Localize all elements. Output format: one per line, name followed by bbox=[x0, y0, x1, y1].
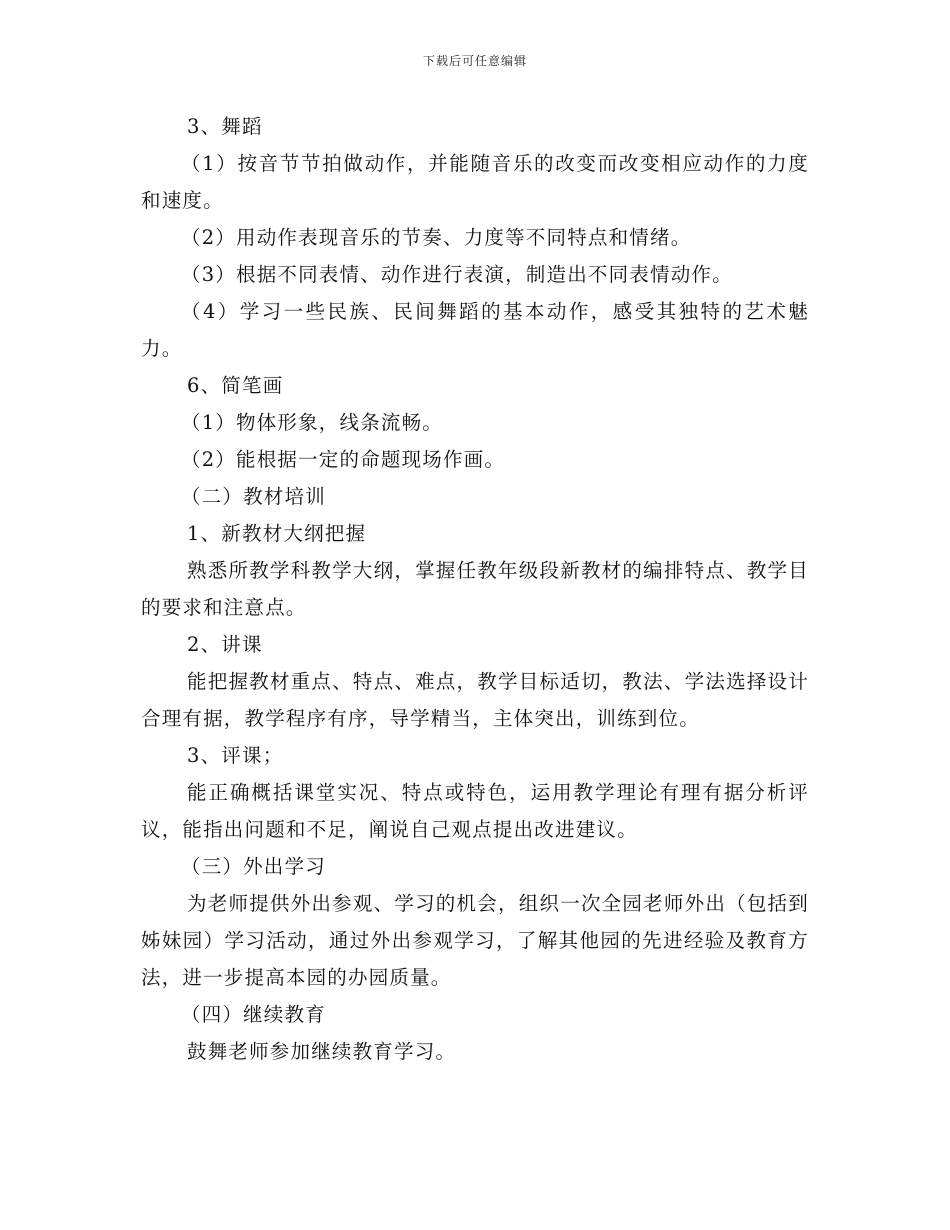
paragraph-sketch-2: （2）能根据一定的命题现场作画。 bbox=[181, 448, 506, 471]
heading-textbook-training: （二）教材培训 bbox=[181, 485, 326, 508]
page-header: 下载后可任意编辑 bbox=[422, 54, 527, 68]
paragraph-dance-3: （3）根据不同表情、动作进行表演，制造出不同表情动作。 bbox=[181, 263, 733, 286]
heading-evaluation: 3、评课； bbox=[187, 744, 284, 767]
paragraph-continuing-education: 鼓舞老师参加继续教育学习。 bbox=[187, 1040, 457, 1063]
paragraph-lecture: 能把握教材重点、特点、难点，教学目标适切，教法、学法选择设计合理有据，教学程序有序，导学精当，主体突出，训练到位。 bbox=[141, 670, 809, 730]
heading-dance: 3、舞蹈 bbox=[187, 115, 263, 138]
paragraph-dance-2: （2）用动作表现音乐的节奏、力度等不同特点和情绪。 bbox=[181, 226, 692, 249]
paragraph-outside-study: 为老师提供外出参观、学习的机会，组织一次全园老师外出（包括到姊妹园）学习活动，通过外出参观学习，了解其他园的先进经验及教育方法，进一步提高本园的办园质量。 bbox=[141, 892, 809, 989]
heading-outside-study: （三）外出学习 bbox=[181, 855, 326, 878]
heading-syllabus: 1、新教材大纲把握 bbox=[187, 522, 367, 545]
paragraph-evaluation: 能正确概括课堂实况、特点或特色，运用教学理论有理有据分析评议，能指出问题和不足，阐说自己观点提出改进建议。 bbox=[141, 781, 809, 841]
paragraph-syllabus: 熟悉所教学科教学大纲，掌握任教年级段新教材的编排特点、教学目的要求和注意点。 bbox=[141, 559, 809, 619]
heading-continuing-education: （四）继续教育 bbox=[181, 1003, 326, 1026]
paragraph-dance-1: （1）按音节节拍做动作，并能随音乐的改变而改变相应动作的力度和速度。 bbox=[141, 152, 809, 212]
paragraph-dance-4: （4）学习一些民族、民间舞蹈的基本动作，感受其独特的艺术魅力。 bbox=[141, 300, 809, 360]
paragraph-sketch-1: （1）物体形象，线条流畅。 bbox=[181, 411, 444, 434]
heading-lecture: 2、讲课 bbox=[187, 633, 263, 656]
document-body bbox=[141, 108, 809, 1070]
heading-sketch: 6、简笔画 bbox=[187, 374, 284, 397]
